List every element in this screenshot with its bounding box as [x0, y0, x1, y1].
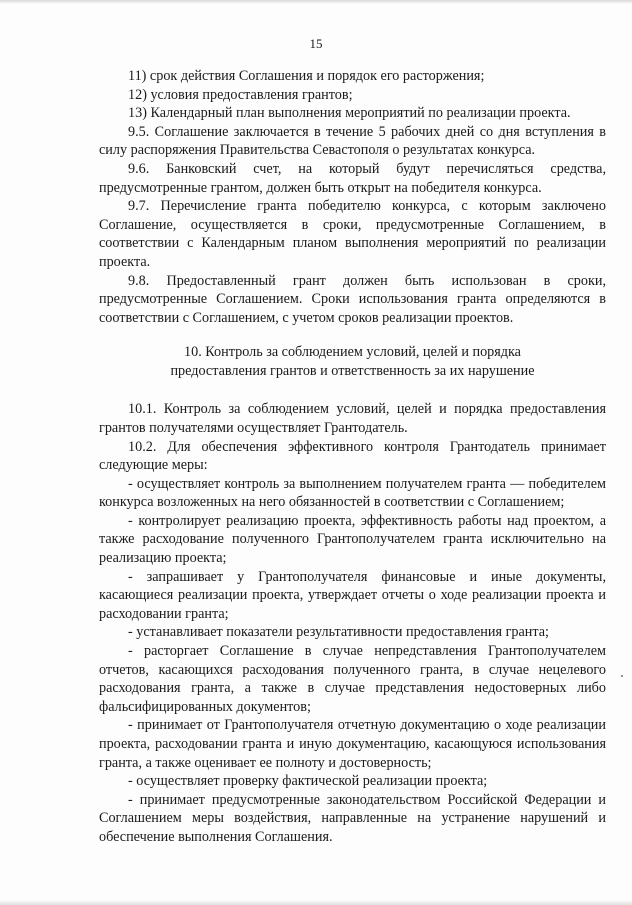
paragraph-9-6: 9.6. Банковский счет, на который будут перечисляться средства, предусмотренные грантом, должен быть открыт на победителя конкурса. — [99, 160, 606, 196]
page-number: 15 — [309, 36, 323, 51]
measure-item: - устанавливает показатели результативности предоставления гранта; — [128, 624, 549, 641]
document-body — [99, 67, 606, 847]
measure-item: - принимает от Грантополучателя отчетную документацию о ходе реализации проекта, расходовании гранта и иную документацию, касающуюся использования гранта, а также оценивает ее полноту и достоверность; — [99, 717, 606, 771]
section-heading — [99, 343, 606, 381]
measure-item: - расторгает Соглашение в случае непредставления Грантополучателем отчетов, касающихся расходования полученного гранта, в случае нецелевого расходования гранта, а также в случае представления недостоверных либо фальсифицированных документов; — [99, 643, 606, 715]
paragraph-9-5: 9.5. Соглашение заключается в течение 5 рабочих дней со дня вступления в силу распоряжения Правительства Севастополя о результатах конкурса. — [99, 123, 606, 159]
scan-speck — [621, 675, 623, 677]
measure-item: - принимает предусмотренные законодательством Российской Федерации и Соглашением меры воздействия, направленные на устранение нарушений и обеспечение выполнения Соглашения. — [99, 791, 606, 845]
section-heading-line-2: предоставления грантов и ответственность за их нарушение — [170, 363, 535, 380]
measure-item: - осуществляет проверку фактической реализации проекта; — [128, 773, 488, 790]
list-item: 12) условия предоставления грантов; — [128, 86, 353, 103]
measure-item: - запрашивает у Грантополучателя финансовые и иные документы, касающиеся реализации проекта, утверждает отчеты о ходе реализации проекта и расходовании гранта; — [99, 568, 606, 622]
paragraph-9-7: 9.7. Перечисление гранта победителю конкурса, с которым заключено Соглашение, осуществляется в сроки, предусмотренные Соглашением, в соответствии с Календарным планом выполнения мероприятий по реализации проекта. — [99, 198, 606, 270]
measure-item: - осуществляет контроль за выполнением получателем гранта — победителем конкурса возложенных на него обязанностей в соответствии с Соглашением; — [99, 475, 606, 511]
paragraph-10-1: 10.1. Контроль за соблюдением условий, целей и порядка предоставления грантов получателями осуществляет Грантодатель. — [99, 401, 606, 436]
measure-item: - контролирует реализацию проекта, эффективность работы над проектом, а также расходование полученного Грантополучателем гранта исключительно на реализацию проекта; — [99, 512, 606, 567]
paragraph-9-8: 9.8. Предоставленный грант должен быть использован в сроки, предусмотренные Соглашением. Сроки использования гранта определяются в соответствии с Соглашением, с учетом сроков реализации проектов. — [99, 272, 606, 326]
list-item: 13) Календарный план выполнения мероприятий по реализации проекта. — [128, 105, 571, 122]
list-item: 11) срок действия Соглашения и порядок его расторжения; — [128, 68, 485, 84]
section-heading-line-1: 10. Контроль за соблюдением условий, целей и порядка — [184, 344, 521, 361]
paragraph-10-2: 10.2. Для обеспечения эффективного контроля Грантодатель принимает следующие меры: — [99, 438, 606, 474]
scan-edge-top — [0, 0, 632, 4]
scan-edge-bottom — [0, 900, 632, 905]
